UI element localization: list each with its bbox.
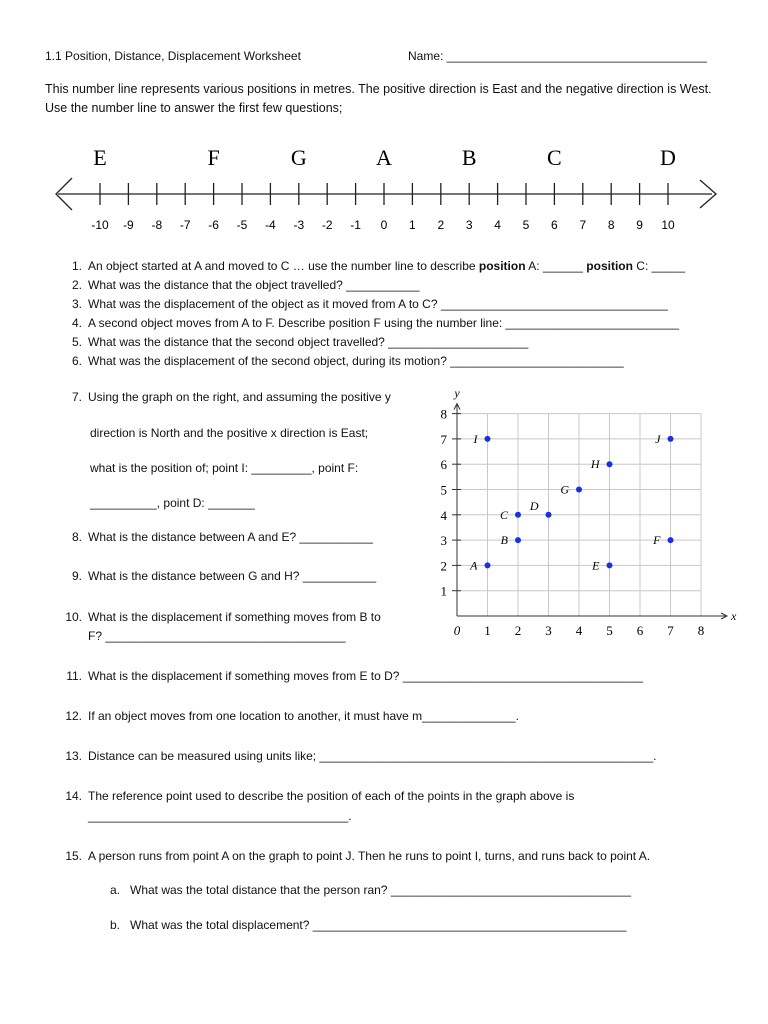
- x-tick-label: 2: [514, 623, 522, 638]
- x-tick-label: 0: [453, 623, 461, 638]
- y-axis-label: y: [454, 386, 460, 400]
- y-tick-label: 6: [440, 457, 447, 473]
- question-5: 5. What was the distance that the second object travelled? _____________________: [71, 335, 529, 349]
- number-line-tick-label: 6: [551, 218, 558, 232]
- question-6: 6. What was the displacement of the second object, during its motion? __________________________: [71, 354, 624, 368]
- number-line-tick-label: 2: [437, 218, 445, 232]
- point-label-b: B: [500, 533, 508, 548]
- y-tick-label: 4: [440, 507, 447, 523]
- point-label-i: I: [473, 431, 478, 446]
- number-line-tick-label: -10: [91, 218, 109, 232]
- x-tick-label: 3: [545, 623, 552, 638]
- y-tick-label: 2: [440, 558, 447, 574]
- number-line-position-e: E: [93, 145, 107, 170]
- number-line-position-b: B: [461, 145, 477, 170]
- question-15a: a. What was the total distance that the person ran? ____________________________________: [109, 883, 632, 897]
- x-tick-label: 1: [484, 623, 491, 638]
- x-tick-label: 5: [606, 623, 613, 638]
- number-line-tick-label: 9: [636, 218, 643, 232]
- point-d: [546, 512, 552, 518]
- point-c: [515, 512, 521, 518]
- point-label-e: E: [592, 558, 600, 573]
- number-line-tick-label: -7: [179, 218, 191, 232]
- number-line-tick-label: -3: [293, 218, 305, 232]
- point-e: [607, 562, 613, 568]
- question-12: 12. If an object moves from one location to another, it must have m______________.: [65, 709, 519, 723]
- number-line-position-c: C: [547, 145, 562, 170]
- number-line-tick-label: 10: [661, 218, 675, 232]
- question-4: 4. A second object moves from A to F. Describe position F using the number line: __________________________: [71, 316, 680, 330]
- point-j: [668, 436, 674, 442]
- number-line-tick-label: -8: [151, 218, 163, 232]
- point-g: [576, 487, 582, 493]
- number-line-position-f: F: [207, 145, 220, 170]
- question-15: 15. A person runs from point A on the graph to point J. Then he runs to point I, turns, and runs back to point A.: [65, 849, 651, 863]
- name-field-label: Name: _______________________________________: [408, 49, 707, 63]
- number-line-tick-label: 1: [409, 218, 416, 232]
- point-i: [485, 436, 491, 442]
- x-tick-label: 4: [575, 623, 583, 638]
- point-b: [515, 537, 521, 543]
- question-7-line-1: 7. Using the graph on the right, and assuming the positive y: [71, 390, 391, 404]
- number-line-position-g: G: [290, 145, 307, 170]
- y-tick-label: 3: [440, 533, 447, 549]
- question-13: 13. Distance can be measured using units like; __________________________________________________.: [65, 749, 657, 763]
- question-9: 9. What is the distance between G and H? ___________: [71, 569, 377, 583]
- point-a: [485, 562, 491, 568]
- point-label-a: A: [470, 558, 478, 573]
- question-1: 1. An object started at A and moved to C … use the number line to describe position A: ______ position C: _____: [71, 259, 686, 273]
- question-14-answer-line: _______________________________________.: [88, 809, 352, 823]
- number-line-position-a: A: [376, 145, 392, 170]
- question-10-line-1: 10. What is the displacement if something moves from B to: [65, 610, 381, 624]
- question-3: 3. What was the displacement of the object as it moved from A to C? __________________________________: [71, 297, 668, 311]
- number-line-tick-label: -1: [350, 218, 361, 232]
- point-f: [668, 537, 674, 543]
- y-tick-label: 5: [440, 482, 447, 498]
- y-tick-label: 8: [440, 406, 447, 422]
- x-axis-label: x: [731, 609, 737, 623]
- number-line-tick-label: -2: [321, 218, 333, 232]
- point-label-j: J: [655, 431, 661, 446]
- number-line-tick-label: 5: [522, 218, 530, 232]
- number-line-tick-label: 7: [579, 218, 587, 232]
- question-11: 11. What is the displacement if something moves from E to D? ____________________________________: [66, 669, 644, 683]
- coordinate-graph: [425, 385, 737, 645]
- number-line-tick-label: 3: [465, 218, 473, 232]
- question-2: 2. What was the distance that the object travelled? ___________: [71, 278, 420, 292]
- number-line-tick-label: -5: [236, 218, 248, 232]
- worksheet-title: 1.1 Position, Distance, Displacement Worksheet: [45, 49, 301, 63]
- number-line-tick-label: 4: [494, 218, 501, 232]
- x-tick-label: 8: [697, 623, 705, 638]
- y-tick-label: 1: [440, 583, 447, 599]
- question-15b: b. What was the total displacement? _______________________________________________: [109, 918, 627, 932]
- question-7-line-4: __________, point D: _______: [90, 496, 255, 510]
- question-14: 14. The reference point used to describe the position of each of the points in the graph above is: [65, 789, 575, 803]
- point-h: [607, 461, 613, 467]
- questions-top: [60, 259, 685, 373]
- number-line-tick-label: -9: [123, 218, 134, 232]
- question-7-line-3: what is the position of; point I: _________, point F:: [90, 461, 359, 475]
- point-label-c: C: [499, 507, 508, 522]
- point-label-f: F: [653, 533, 661, 548]
- x-tick-label: 7: [667, 623, 674, 638]
- number-line: [40, 135, 730, 245]
- question-8: 8. What is the distance between A and E? ___________: [71, 530, 373, 544]
- point-label-h: H: [590, 457, 600, 472]
- question-10-line-2: F? ____________________________________: [88, 629, 346, 643]
- point-label-d: D: [529, 498, 539, 513]
- point-label-g: G: [560, 482, 569, 497]
- x-tick-label: 6: [636, 623, 644, 638]
- number-line-tick-label: -4: [265, 218, 276, 232]
- number-line-tick-label: -6: [208, 218, 219, 232]
- number-line-position-d: D: [660, 145, 676, 170]
- number-line-tick-label: 8: [607, 218, 615, 232]
- y-tick-label: 7: [440, 431, 447, 447]
- number-line-tick-label: 0: [380, 218, 388, 232]
- intro-paragraph: This number line represents various positions in metres. The positive direction is East and the negative direction is West. Use the number line to answer the first few questions;: [45, 82, 712, 115]
- question-7-line-2: direction is North and the positive x direction is East;: [90, 426, 369, 440]
